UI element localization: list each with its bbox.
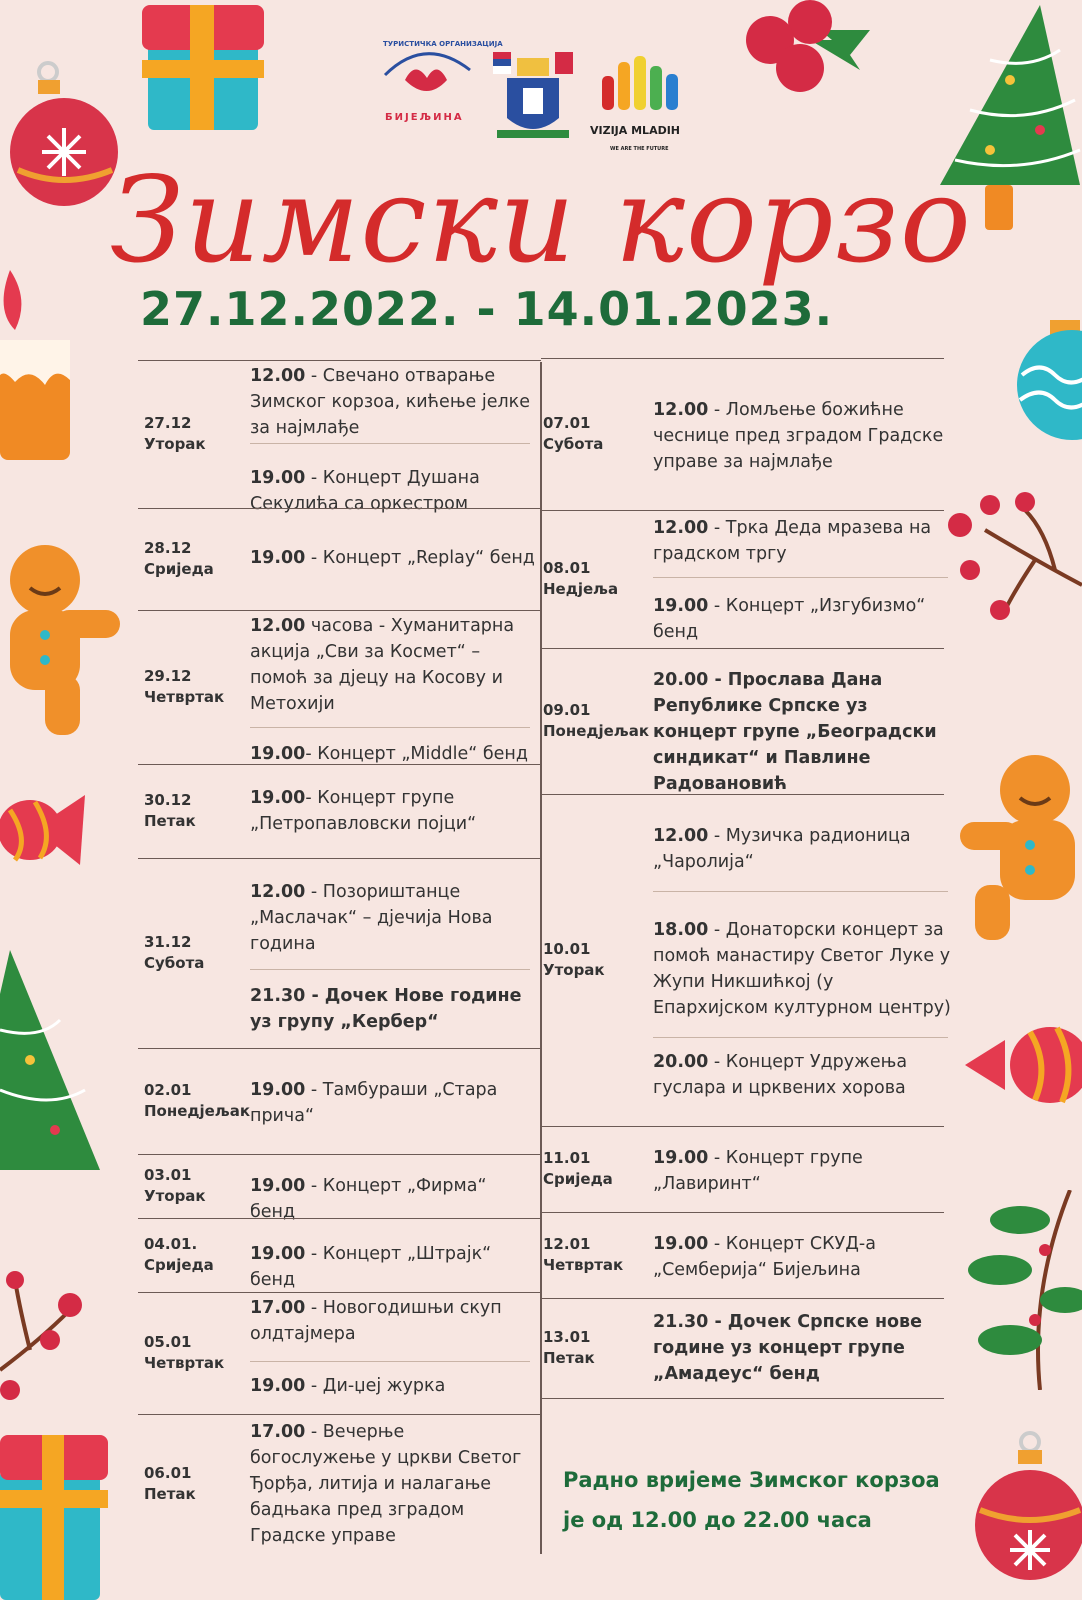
event-entry (653, 667, 953, 797)
event-description: - Музичка радионица „Чаролија“ (653, 826, 911, 872)
day-date: 08.01 (543, 559, 591, 577)
event-description: - Концерт Душана Секулића са оркестром (250, 468, 480, 514)
day-label (543, 1148, 653, 1190)
event-entry (653, 1049, 953, 1101)
event-separator (250, 969, 530, 970)
event-entry (653, 917, 953, 1021)
day-date: 03.01 (144, 1166, 192, 1184)
candle-icon (0, 270, 75, 470)
event-entry (653, 1231, 953, 1283)
day-weekday: Сриједа (144, 560, 214, 578)
event-description: - Вечерње богослужење у цркви Светог Ђорђа, литија и налагање бадњака пред зградом Градске управе (250, 1422, 522, 1546)
event-time: 18.00 (653, 920, 709, 940)
event-separator (250, 443, 530, 444)
day-weekday: Понедјељак (144, 1102, 250, 1120)
holly-leaves-icon (960, 1190, 1082, 1390)
day-label (144, 538, 254, 580)
city-coat-of-arms-icon (493, 48, 573, 140)
event-separator (250, 727, 530, 728)
day-weekday: Петак (543, 1349, 595, 1367)
event-time: 17.00 (250, 1298, 306, 1318)
working-hours-line-2: је од 12.00 до 22.00 часа (563, 1508, 872, 1532)
day-date: 27.12 (144, 414, 192, 432)
day-date: 07.01 (543, 414, 591, 432)
day-weekday: Субота (144, 954, 205, 972)
event-entry (653, 397, 953, 475)
event-entry (653, 1145, 953, 1197)
schedule-day-row (138, 360, 541, 514)
day-date: 12.01 (543, 1235, 591, 1253)
day-label (543, 1234, 653, 1276)
berries-icon (740, 0, 880, 100)
event-time: 12.00 (250, 366, 306, 386)
day-date: 11.01 (543, 1149, 591, 1167)
event-entry (250, 785, 535, 837)
event-description: - Концерт „Фирма“ бенд (250, 1176, 487, 1222)
event-description: - Концерт „Штрајк“ бенд (250, 1244, 492, 1290)
day-label (144, 666, 254, 708)
day-label (543, 700, 653, 742)
day-label (543, 1327, 653, 1369)
event-time: 21.30 (250, 986, 306, 1006)
event-entry (250, 1295, 535, 1347)
working-hours-note (563, 1460, 940, 1540)
day-label (543, 558, 653, 600)
day-label (144, 932, 254, 974)
schedule-day-row (541, 1126, 944, 1212)
schedule-end-line (541, 1398, 944, 1399)
event-time: 12.00 (653, 400, 709, 420)
schedule-day-row (138, 1048, 541, 1154)
gingerbread-man-icon (0, 540, 125, 740)
event-entry (653, 823, 953, 875)
event-time: 19.00 (653, 1148, 709, 1168)
day-label (144, 1080, 254, 1122)
berries-icon (945, 490, 1082, 620)
event-entry (250, 1077, 535, 1129)
day-date: 09.01 (543, 701, 591, 719)
berries-icon (0, 1270, 90, 1400)
schedule-day-row (138, 1154, 541, 1222)
event-description: - Свечано отварање Зимског корзоа, кићење јелке за најмлађе (250, 366, 531, 438)
christmas-tree-icon (0, 950, 100, 1180)
event-dates: 27.12.2022. - 14.01.2023. (140, 282, 834, 336)
event-description: часова - Хуманитарна акција „Сви за Космет“ – помоћ за дјецу на Косову и Метохији (250, 616, 515, 714)
day-label (144, 413, 254, 455)
day-weekday: Четвртак (543, 1256, 624, 1274)
day-weekday: Четвртак (144, 1354, 225, 1372)
event-time: 19.00 (250, 1176, 306, 1196)
schedule-day-row (541, 648, 944, 794)
event-separator (653, 577, 948, 578)
schedule-day-row (138, 508, 541, 610)
schedule-day-row (541, 794, 951, 1126)
day-label (144, 1234, 254, 1276)
poster-title: Зимски корзо (110, 151, 972, 289)
event-time: 19.00 (250, 1080, 306, 1100)
day-label (144, 790, 254, 832)
event-description: - Дочек Српске нове године уз концерт групе „Амадеус“ бенд (653, 1312, 922, 1384)
event-time: 19.00 (250, 548, 306, 568)
schedule-day-row (541, 1298, 944, 1398)
day-weekday: Петак (144, 1485, 196, 1503)
event-time: 12.00 (653, 518, 709, 538)
schedule-day-row (541, 510, 944, 648)
event-time: 19.00 (250, 1244, 306, 1264)
event-description: - Позориштанце „Маслачак“ – дјечија Нова година (250, 882, 493, 954)
day-date: 05.01 (144, 1333, 192, 1351)
event-entry (653, 1309, 953, 1387)
day-date: 10.01 (543, 940, 591, 958)
event-description: - Концерт „Изгубизмо“ бенд (653, 596, 926, 642)
event-entry (250, 983, 535, 1035)
schedule-day-row (138, 1414, 541, 1554)
day-label (144, 1165, 254, 1207)
day-date: 02.01 (144, 1081, 192, 1099)
event-time: 17.00 (250, 1422, 306, 1442)
candy-icon (0, 780, 85, 880)
gift-box-icon (140, 0, 265, 135)
schedule-day-row (541, 1212, 944, 1298)
event-time: 12.00 (250, 616, 306, 636)
candy-icon (965, 1010, 1082, 1120)
day-label (144, 1332, 254, 1374)
day-date: 30.12 (144, 791, 192, 809)
day-weekday: Четвртак (144, 688, 225, 706)
day-label (543, 413, 653, 455)
schedule-day-row (138, 610, 541, 764)
day-weekday: Уторак (144, 1187, 206, 1205)
schedule-day-row (138, 764, 541, 858)
day-date: 13.01 (543, 1328, 591, 1346)
event-description: - Ди-џеј журка (305, 1376, 446, 1396)
event-time: 21.30 (653, 1312, 709, 1332)
ornament-icon (1010, 320, 1082, 440)
event-description: - Трка Деда мразева на градском тргу (653, 518, 932, 564)
day-weekday: Сриједа (543, 1170, 613, 1188)
tourist-organization-logo: ТУРИСТИЧКА ОРГАНИЗАЦИЈА БИЈЕЉИНА (383, 40, 503, 123)
day-label (144, 1463, 254, 1505)
event-description: - Донаторски концерт за помоћ манастиру Светог Луке у Жупи Никшићкој (у Епархијском културном центру) (653, 920, 951, 1018)
event-description: - Концерт групе „Лавиринт“ (653, 1148, 863, 1194)
day-weekday: Сриједа (144, 1256, 214, 1274)
day-date: 31.12 (144, 933, 192, 951)
event-entry (653, 593, 953, 645)
event-time: 19.00 (250, 1376, 306, 1396)
vizija-mladih-logo: VIZIJA MLADIH WE ARE THE FUTURE (590, 52, 700, 162)
event-entry (653, 515, 953, 567)
event-time: 20.00 (653, 1052, 709, 1072)
event-separator (653, 1037, 948, 1038)
day-weekday: Недјеља (543, 580, 619, 598)
event-separator (653, 891, 948, 892)
schedule-day-row (138, 858, 541, 1048)
day-weekday: Уторак (543, 961, 605, 979)
event-time: 12.00 (653, 826, 709, 846)
logo-bar (375, 40, 715, 160)
event-description: - Новогодишњи скуп олдтајмера (250, 1298, 502, 1344)
event-entry (250, 1373, 535, 1399)
gingerbread-man-icon (955, 750, 1082, 950)
event-description: - Дочек Нове године уз групу „Кербер“ (250, 986, 522, 1032)
event-time: 19.00 (250, 468, 306, 488)
event-entry (250, 545, 535, 571)
event-description: - Концерт СКУД-а „Семберија“ Бијељина (653, 1234, 876, 1280)
event-separator (250, 1361, 530, 1362)
event-time: 19.00 (250, 788, 306, 808)
event-time: 12.00 (250, 882, 306, 902)
event-entry (250, 1241, 535, 1293)
day-date: 04.01. (144, 1235, 198, 1253)
day-weekday: Уторак (144, 435, 206, 453)
schedule-day-row (138, 1218, 541, 1292)
event-description: - Концерт Удружења гуслара и црквених хорова (653, 1052, 908, 1098)
day-date: 29.12 (144, 667, 192, 685)
event-time: 19.00 (250, 744, 306, 764)
event-description: - Концерт „Middle“ бенд (305, 744, 528, 764)
event-entry (250, 879, 535, 957)
event-description: - Тамбураши „Стара прича“ (250, 1080, 498, 1126)
event-time: 20.00 (653, 670, 709, 690)
day-date: 28.12 (144, 539, 192, 557)
event-entry (250, 363, 535, 441)
event-description: - Концерт „Replay“ бенд (305, 548, 535, 568)
event-time: 19.00 (653, 596, 709, 616)
day-weekday: Понедјељак (543, 722, 649, 740)
event-description: - Концерт групе „Петропавловски појци“ (250, 788, 477, 834)
day-label (543, 939, 653, 981)
schedule-day-row (541, 358, 944, 510)
gift-box-icon (0, 1430, 110, 1600)
ornament-icon (970, 1430, 1082, 1590)
schedule-day-row (138, 1292, 541, 1414)
event-description: - Ломљење божићне чеснице пред зградом Градске управе за најмлађе (653, 400, 944, 472)
working-hours-line-1: Радно вријеме Зимског корзоа (563, 1468, 940, 1492)
event-entry (250, 613, 535, 717)
event-description: - Прослава Дана Републике Српске уз концерт групе „Београдски синдикат“ и Павлине Радовановић (653, 670, 937, 794)
event-entry (250, 1419, 535, 1549)
day-weekday: Петак (144, 812, 196, 830)
day-date: 06.01 (144, 1464, 192, 1482)
day-weekday: Субота (543, 435, 604, 453)
event-time: 19.00 (653, 1234, 709, 1254)
